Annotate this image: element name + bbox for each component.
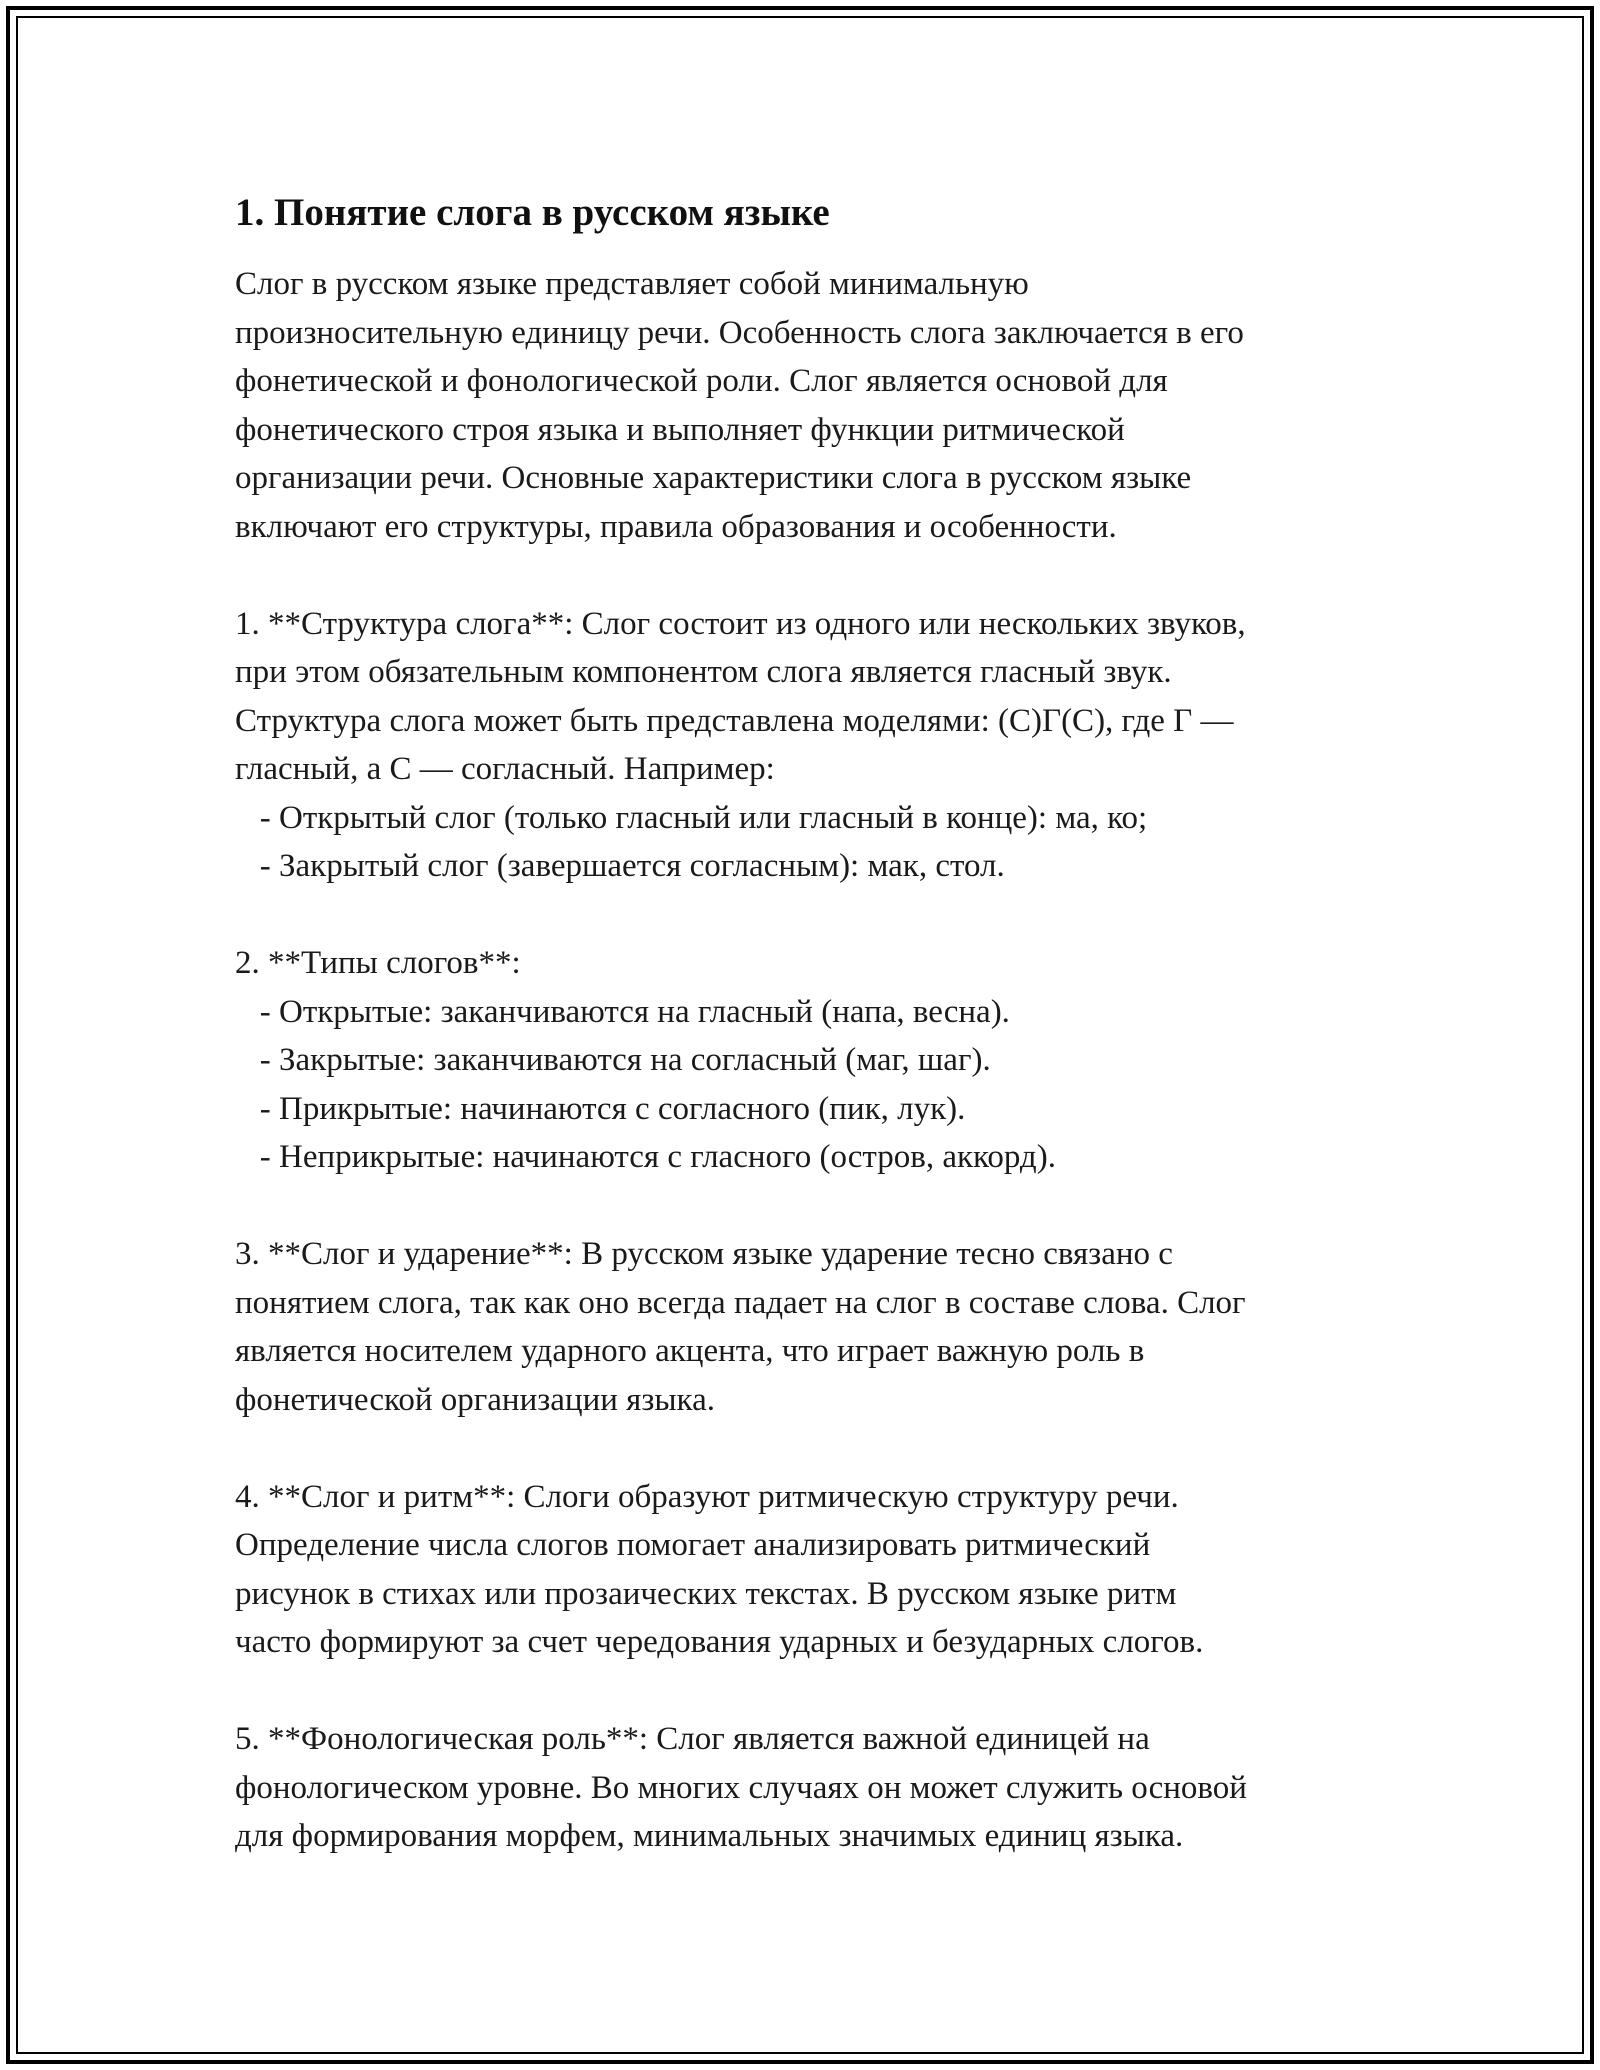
paragraph-gap: [235, 1182, 1395, 1231]
paragraph-gap: [235, 1424, 1395, 1473]
section-syllable-rhythm: 4. **Слог и ритм**: Слоги образуют ритмическую структуру речи. Определение числа слогов помогает анализировать ритмический рисунок в стихах или прозаических текстах. В русском языке ритм часто формируют за счет чередования ударных и безударных слогов.: [235, 1478, 1204, 1660]
section-syllable-structure: 1. **Структура слога**: Слог состоит из одного или нескольких звуков, при этом обязательным компонентом слога является гласный звук. Структура слога может быть представлена моделями: (С)Г(С), где Г — гласный, а С — согласный. Например: - Открытый слог (только гласный или гласный в конце): ма, ко; - Закрытый слог (завершается согласным): мак, стол.: [235, 605, 1246, 884]
document-title: 1. Понятие слога в русском языке: [235, 191, 830, 234]
paragraph-gap: [235, 551, 1395, 600]
document-body: [235, 186, 1395, 1861]
intro-paragraph: Слог в русском языке представляет собой минимальную произносительную единицу речи. Особенность слога заключается в его фонетической и фонологической роли. Слог является основой для фонетического строя языка и выполняет функции ритмической организации речи. Основные характеристики слога в русском языке включают его структуры, правила образования и особенности.: [235, 266, 1244, 545]
paragraph-gap: [235, 1667, 1395, 1716]
section-syllable-stress: 3. **Слог и ударение**: В русском языке ударение тесно связано с понятием слога, так как оно всегда падает на слог в составе слова. Слог является носителем ударного акцента, что играет важную роль в фонетической организации языка.: [235, 1236, 1246, 1418]
section-phonological-role: 5. **Фонологическая роль**: Слог является важной единицей на фонологическом уровне. Во многих случаях он может служить основой для формирования морфем, минимальных значимых единиц языка.: [235, 1721, 1247, 1854]
section-syllable-types: 2. **Типы слогов**: - Открытые: заканчиваются на гласный (напа, весна). - Закрытые: заканчиваются на согласный (маг, шаг). - Прикрытые: начинаются с согласного (пик, лук). - Неприкрытые: начинаются с гласного (остров, аккорд).: [235, 945, 1056, 1175]
paragraph-gap: [235, 891, 1395, 940]
